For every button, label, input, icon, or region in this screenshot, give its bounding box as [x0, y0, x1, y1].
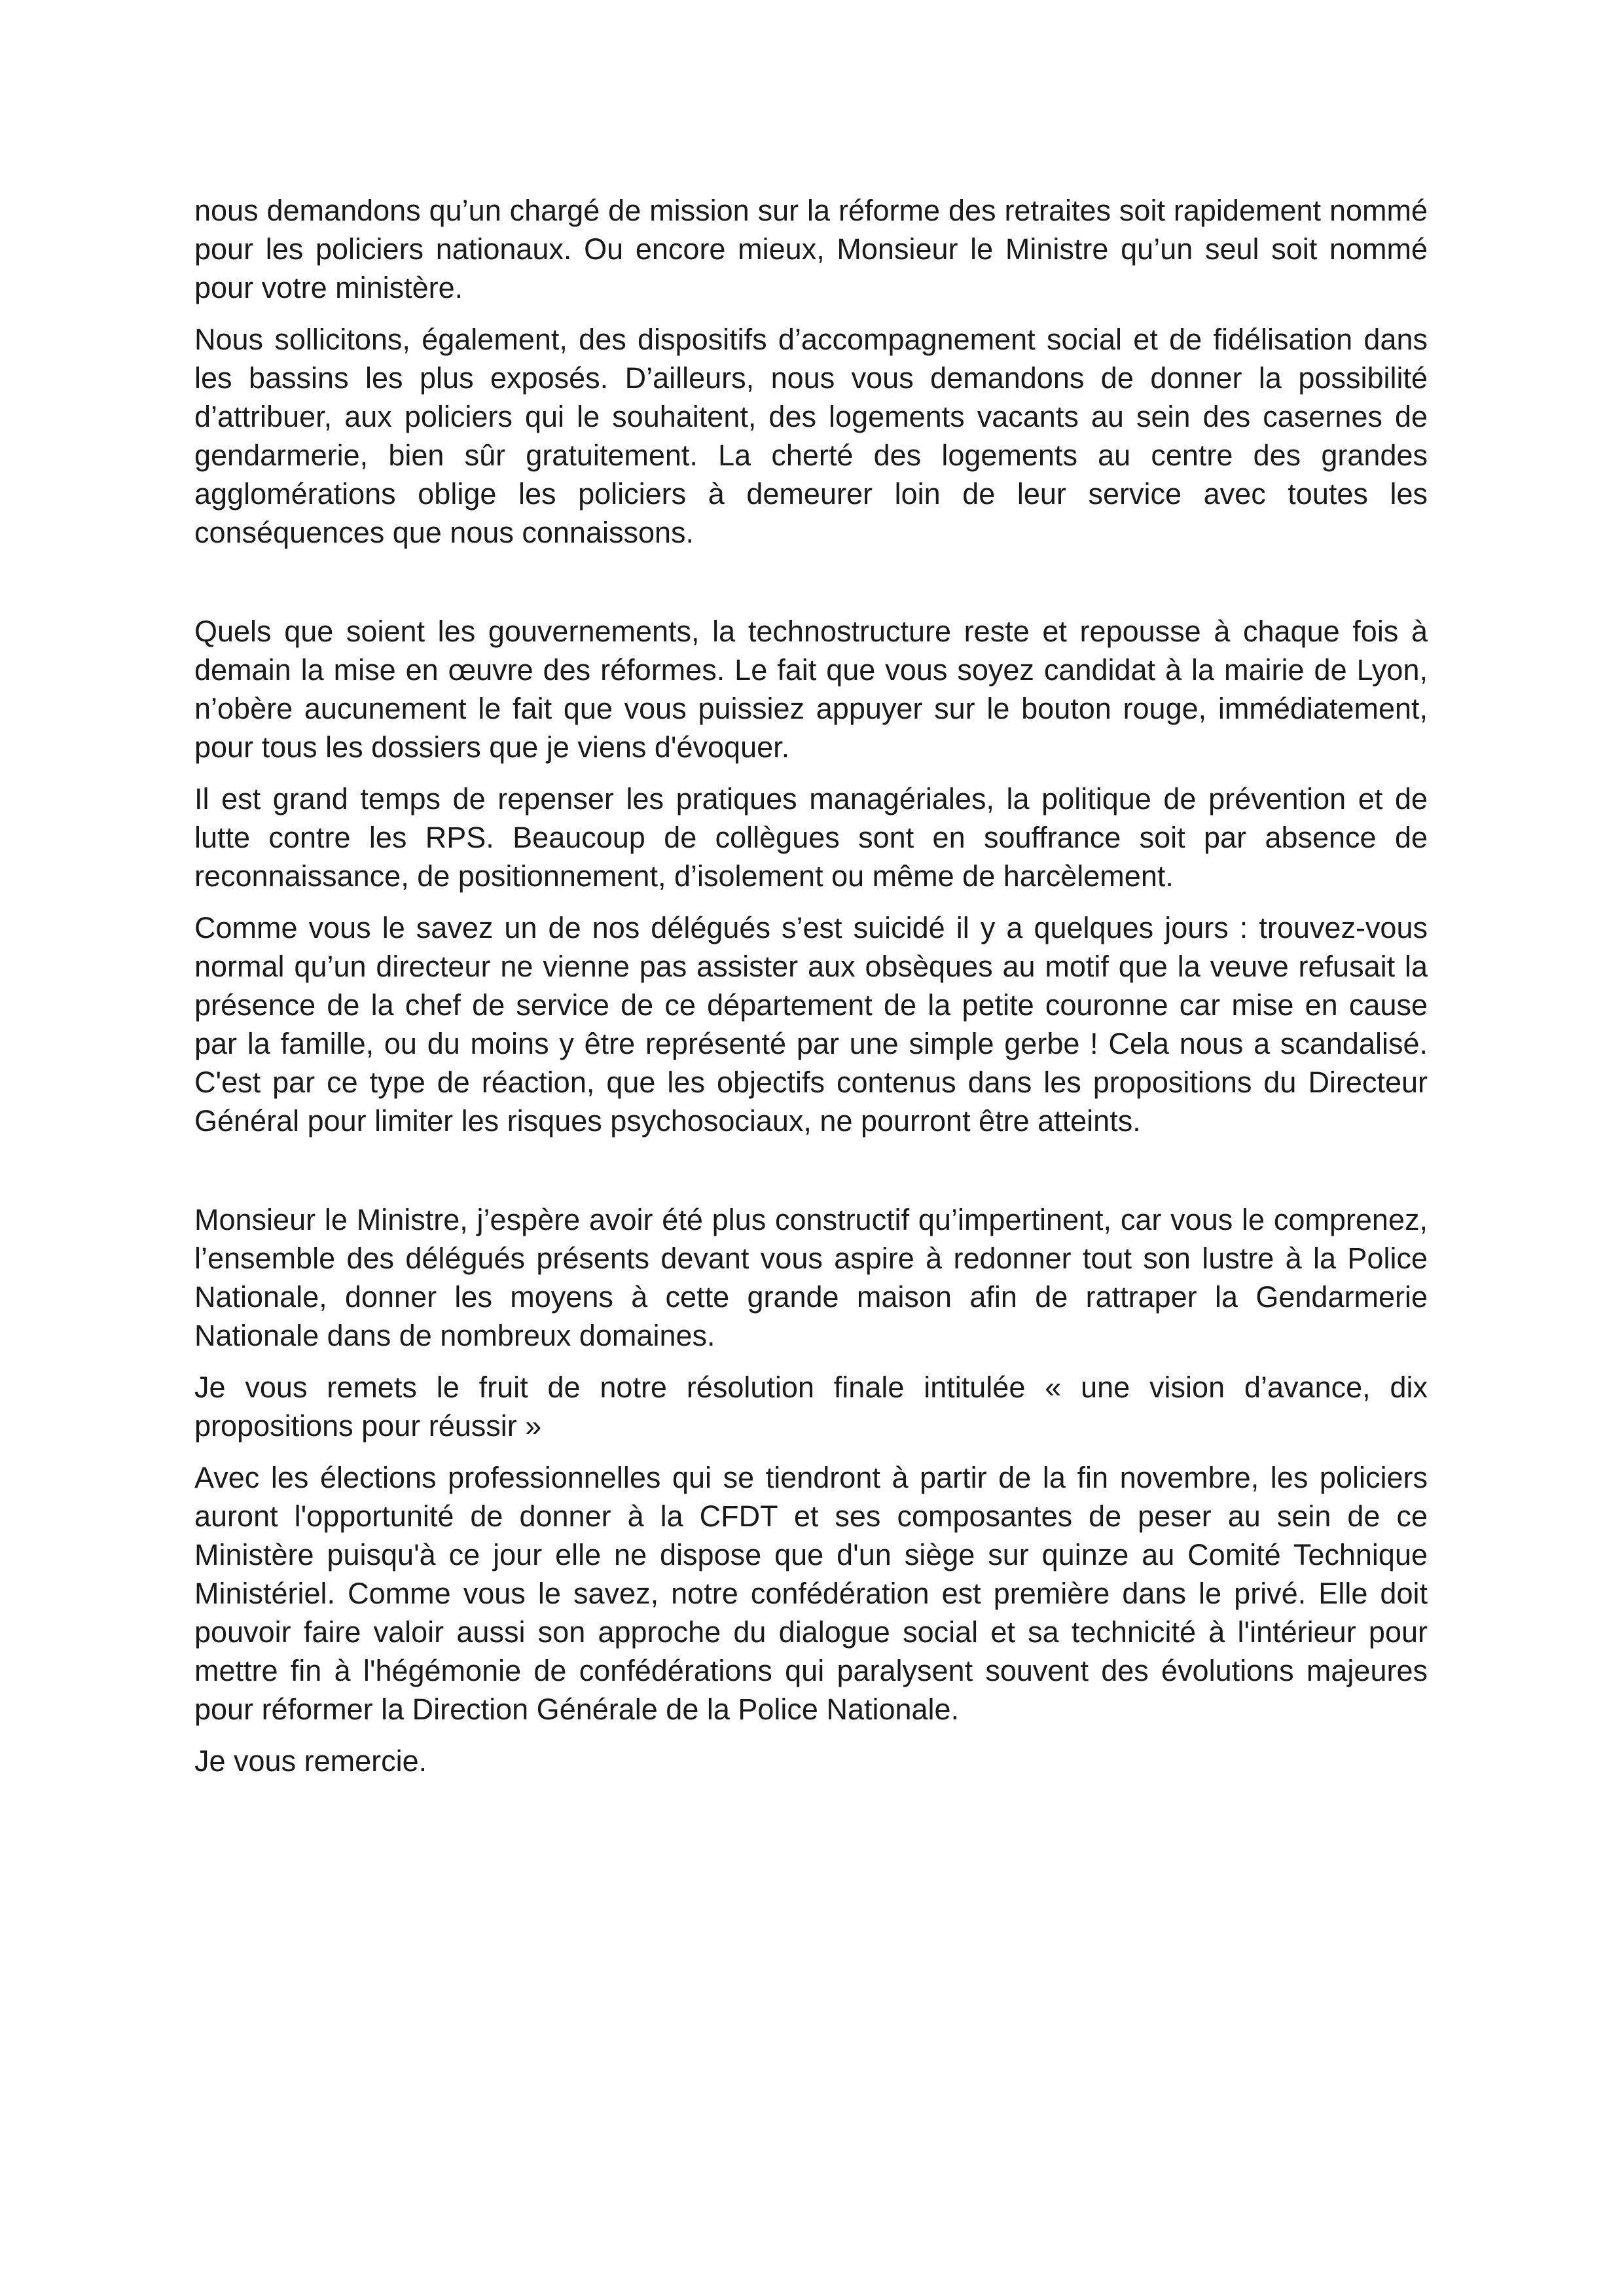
paragraph-delegate-suicide: Comme vous le savez un de nos délégués s’est suicidé il y a quelques jours : trouvez-vous normal qu’un directeur ne vienne pas assister aux obsèques au motif que la veuve refusait la présence de la chef de service de ce département de la petite couronne car mise en cause par la famille, ou du moins y être représenté par une simple gerbe ! Cela nous a scandalisé. C'est par ce type de réaction, que les objectifs contenus dans les propositions du Directeur Général pour limiter les risques psychosociaux, ne pourront être atteints.: [194, 911, 1428, 1138]
paragraph-closing-thanks: Je vous remercie.: [194, 1744, 427, 1778]
paragraph-retirement-reform: nous demandons qu’un chargé de mission sur la réforme des retraites soit rapidement nommé pour les policiers nationaux. Ou encore mieux, Monsieur le Ministre qu’un seul soit nommé pour votre ministère.: [194, 194, 1428, 304]
paragraph-technostructure: Quels que soient les gouvernements, la technostructure reste et repousse à chaque fois à demain la mise en œuvre des réformes. Le fait que vous soyez candidat à la mairie de Lyon, n’obère aucunement le fait que vous puissiez appuyer sur le bouton rouge, immédiatement, pour tous les dossiers que je viens d'évoquer.: [194, 615, 1428, 764]
paragraph-professional-elections: Avec les élections professionnelles qui se tiendront à partir de la fin novembre, les policiers auront l'opportunité de donner à la CFDT et ses composantes de peser au sein de ce Ministère puisqu'à ce jour elle ne dispose que d'un siège sur quinze au Comité Technique Ministériel. Comme vous le savez, notre confédération est première dans le privé. Elle doit pouvoir faire valoir aussi son approche du dialogue social et sa technicité à l'intérieur pour mettre fin à l'hégémonie de confédérations qui paralysent souvent des évolutions majeures pour réformer la Direction Générale de la Police Nationale.: [194, 1461, 1428, 1726]
paragraph-managerial-practices: Il est grand temps de repenser les pratiques managériales, la politique de prévention et de lutte contre les RPS. Beaucoup de collègues sont en souffrance soit par absence de reconnaissance, de positionnement, d’isolement ou même de harcèlement.: [194, 782, 1428, 893]
paragraph-minister-address: Monsieur le Ministre, j’espère avoir été plus constructif qu’impertinent, car vous le comprenez, l’ensemble des délégués présents devant vous aspire à redonner tout son lustre à la Police Nationale, donner les moyens à cette grande maison afin de rattraper la Gendarmerie Nationale dans de nombreux domaines.: [194, 1203, 1428, 1352]
paragraph-housing-request: Nous sollicitons, également, des dispositifs d’accompagnement social et de fidélisation dans les bassins les plus exposés. D’ailleurs, nous vous demandons de donner la possibilité d’attribuer, aux policiers qui le souhaitent, des logements vacants au sein des casernes de gendarmerie, bien sûr gratuitement. La cherté des logements au centre des grandes agglomérations oblige les policiers à demeurer loin de leur service avec toutes les conséquences que nous connaissons.: [194, 323, 1428, 549]
paragraph-final-resolution: Je vous remets le fruit de notre résolution finale intitulée « une vision d’avance, dix propositions pour réussir »: [194, 1371, 1428, 1443]
document-body: [194, 191, 1428, 1793]
